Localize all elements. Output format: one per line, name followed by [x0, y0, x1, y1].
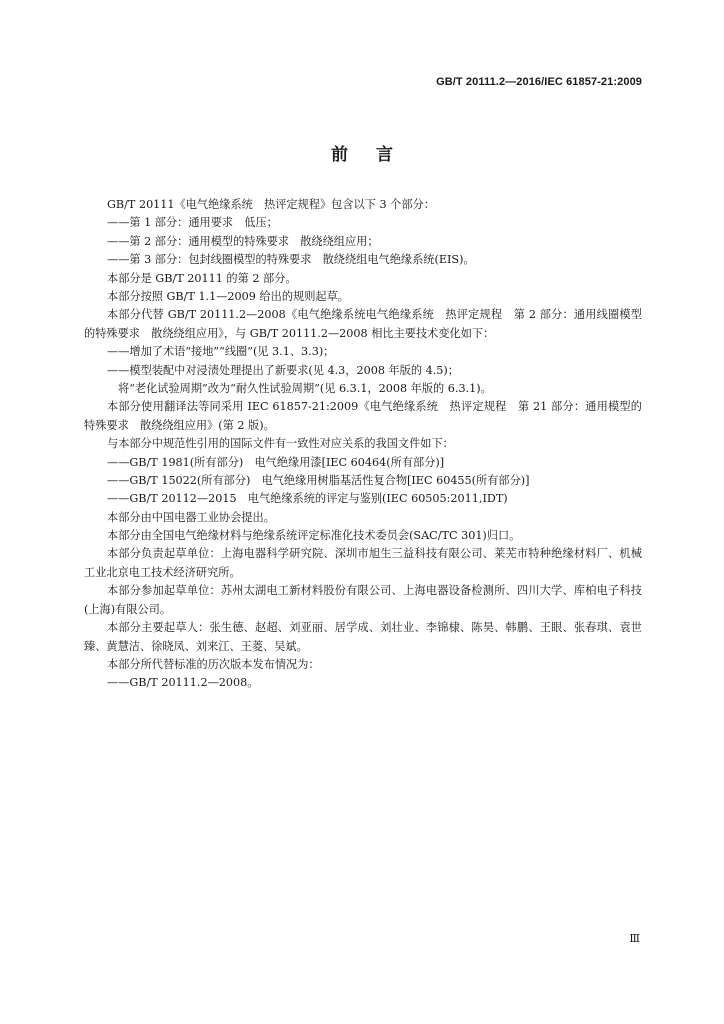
page-number: Ⅲ — [629, 933, 640, 945]
text-line: 本部分所代替标准的历次版本发布情况为： — [107, 657, 320, 671]
part-list-item: ——第 2 部分：通用模型的特殊要求 散绕绕组应用； — [107, 234, 379, 248]
participating-units-paragraph: 本部分参加起草单位：苏州太湖电工新材料股份有限公司、上海电器设备检测所、四川大学、库柏电子科技(上海)有限公司。 — [84, 584, 642, 616]
part-list-item: ——第 3 部分：包封线圈模型的特殊要求 散绕绕组电气绝缘系统(EIS)。 — [107, 253, 475, 267]
change-list-item: ——模型装配中对浸渍处理提出了新要求(见 4.3，2008 年版的 4.5)； — [107, 363, 459, 377]
intro-line: GB/T 20111《电气绝缘系统 热评定规程》包含以下 3 个部分： — [107, 198, 435, 211]
drafting-units-paragraph: 本部分负责起草单位：上海电器科学研究院、深圳市旭生三益科技有限公司、莱芜市特种绝缘材料厂、机械工业北京电工技术经济研究所。 — [84, 547, 642, 579]
text-line: 本部分由全国电气绝缘材料与绝缘系统评定标准化技术委员会(SAC/TC 301)归口。 — [107, 529, 521, 543]
part-list-item: ——第 1 部分：通用要求 低压； — [107, 216, 278, 230]
reference-list-item: ——GB/T 1981(所有部分) 电气绝缘用漆[IEC 60464(所有部分)] — [107, 455, 445, 469]
foreword-body — [84, 196, 642, 693]
text-line: 本部分是 GB/T 20111 的第 2 部分。 — [107, 271, 297, 285]
page-title: 前言 — [331, 145, 421, 165]
text-line: 与本部分中规范性引用的国际文件有一致性对应关系的我国文件如下： — [107, 437, 454, 451]
change-list-item: 将“老化试验周期”改为“耐久性试验周期”(见 6.3.1，2008 年版的 6.3.1)。 — [118, 381, 492, 395]
text-line: 本部分由中国电器工业协会提出。 — [107, 510, 275, 524]
adoption-paragraph: 本部分使用翻译法等同采用 IEC 61857-21:2009《电气绝缘系统 热评定规程 第 21 部分：通用模型的特殊要求 散绕绕组应用》(第 2 版)。 — [84, 400, 642, 432]
history-list-item: ——GB/T 20111.2—2008。 — [107, 676, 259, 690]
drafters-paragraph: 本部分主要起草人：张生德、赵超、刘亚丽、居学成、刘壮业、李锦棣、陈昊、韩鹏、王眼、张春琪、袁世臻、黄慧洁、徐晓凤、刘来江、王菱、吴斌。 — [84, 621, 642, 653]
replacement-paragraph: 本部分代替 GB/T 20111.2—2008《电气绝缘系统电气绝缘系统 热评定规程 第 2 部分：通用线圈模型的特殊要求 散绕绕组应用》，与 GB/T 20111.2—2008 相比主要技术变化如下： — [84, 308, 642, 340]
standard-code-header: GB/T 20111.2—2016/IEC 61857-21:2009 — [436, 76, 642, 88]
reference-list-item: ——GB/T 15022(所有部分) 电气绝缘用树脂基活性复合物[IEC 60455(所有部分)] — [107, 473, 530, 487]
change-list-item: ——增加了术语“接地”“线圈”(见 3.1、3.3)； — [107, 345, 335, 359]
text-line: 本部分按照 GB/T 1.1—2009 给出的规则起草。 — [107, 289, 349, 303]
reference-list-item: ——GB/T 20112—2015 电气绝缘系统的评定与鉴别(IEC 60505:2011,IDT) — [107, 492, 508, 506]
